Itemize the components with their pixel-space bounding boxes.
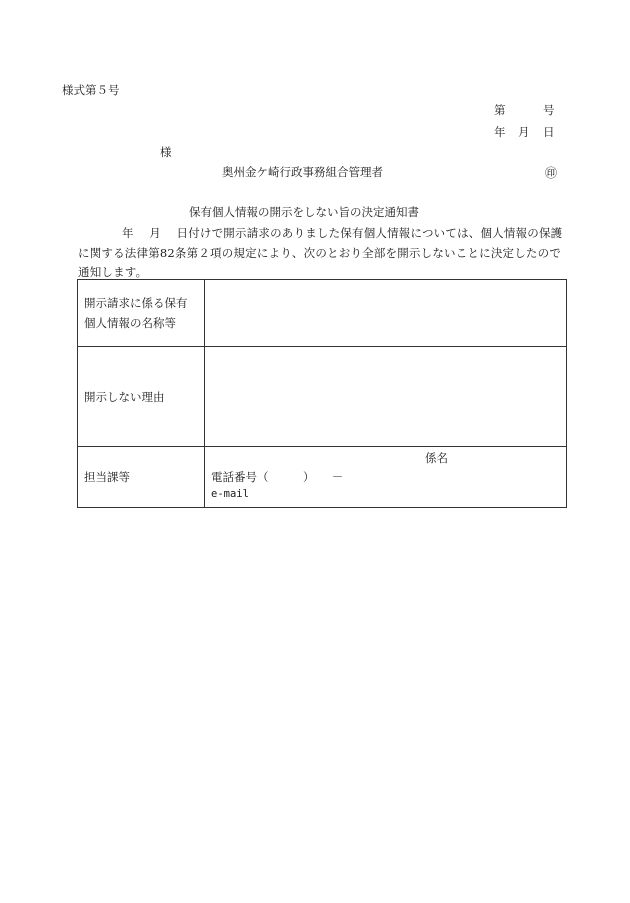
- notice-body: 年 月 日付けで開示請求のありました保有個人情報については、個人情報の保護に関する法律第82条第２項の規定により、次のとおり全部を開示しないことに決定したので通知します。: [78, 226, 563, 279]
- issuer-name: 奥州金ケ崎行政事務組合管理者: [222, 165, 383, 179]
- date-year-label: 年: [494, 125, 506, 139]
- contact-cell: [205, 447, 567, 508]
- row-label-info-name: 開示請求に係る保有個人情報の名称等: [78, 280, 205, 347]
- reason-cell: [205, 347, 567, 447]
- document-number-label: 第: [494, 103, 506, 117]
- document-number-suffix: 号: [543, 103, 555, 117]
- row-label-department: 担当課等: [78, 447, 205, 508]
- info-name-cell: [205, 280, 567, 347]
- date-day-label: 日: [543, 125, 555, 139]
- table-row: [78, 447, 567, 508]
- row-label-reason: 開示しない理由: [78, 347, 205, 447]
- contact-person-label: 係名: [425, 451, 448, 465]
- form-number: 様式第５号: [62, 83, 120, 97]
- seal-icon: ㊞: [545, 166, 558, 180]
- table-row: [78, 280, 567, 347]
- addressee-suffix: 様: [160, 145, 172, 159]
- date-month-label: 月: [518, 125, 530, 139]
- table-row: [78, 347, 567, 447]
- document-title: 保有個人情報の開示をしない旨の決定通知書: [189, 205, 419, 219]
- decision-table: [77, 279, 567, 508]
- contact-phone-label: 電話番号（ ） －: [211, 470, 344, 484]
- contact-email-label: e-mail: [211, 488, 249, 500]
